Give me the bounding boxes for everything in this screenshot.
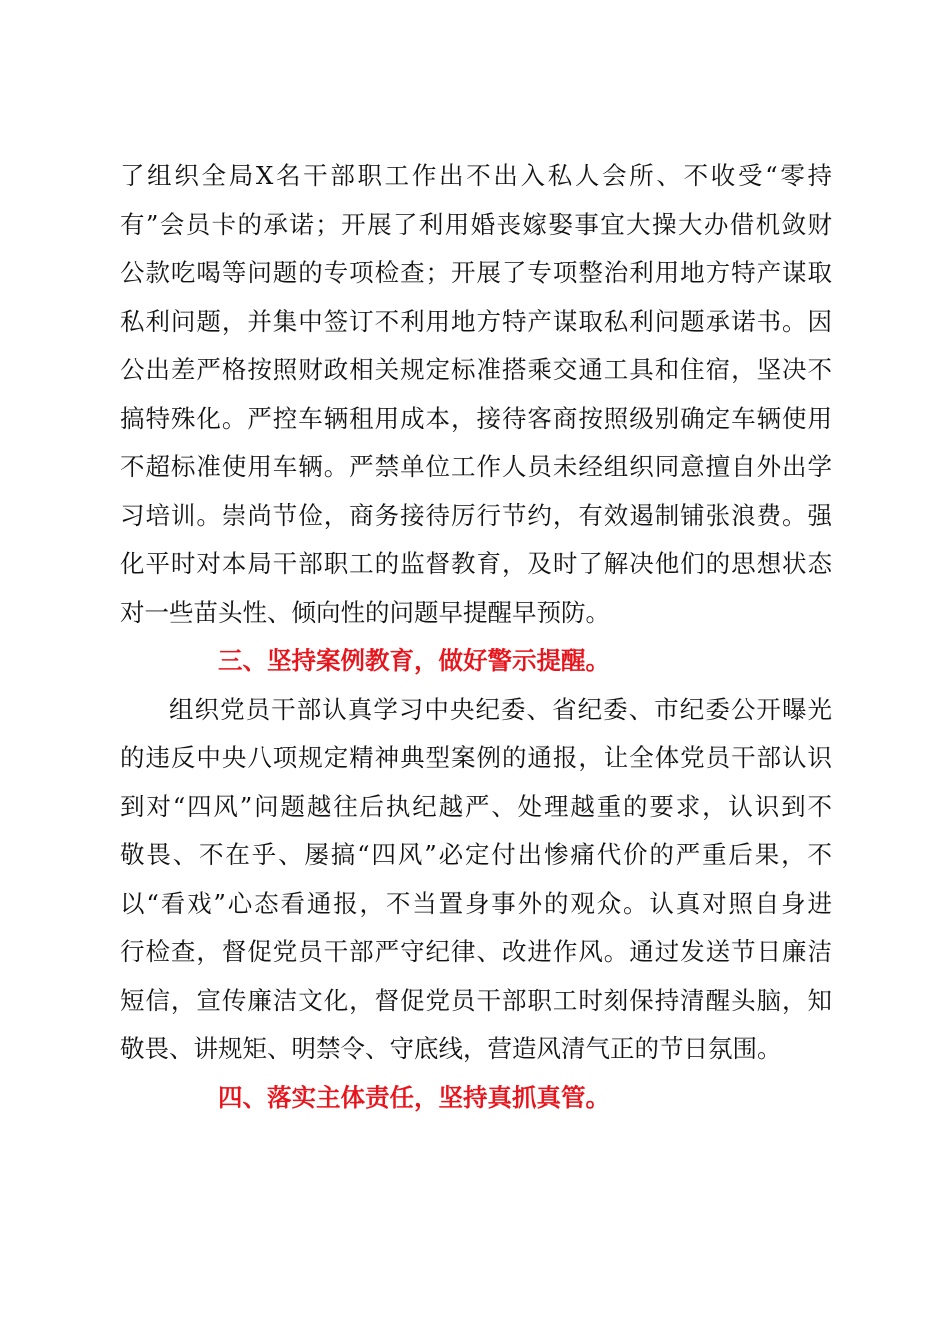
text-line: 以“看戏”心态看通报，不当置身事外的观众。认真对照自身进	[120, 888, 832, 918]
text-line: 有”会员卡的承诺；开展了利用婚丧嫁娶事宜大操大办借机敛财	[120, 209, 832, 239]
text-line: 敬畏、讲规矩、明禁令、守底线，营造风清气正的节日氛围。	[120, 1034, 782, 1063]
text-line: 行检查，督促党员干部严守纪律、改进作风。通过发送节日廉洁	[120, 937, 832, 966]
text-line: 了组织全局X名干部职工作出不出入私人会所、不收受“零持	[120, 161, 832, 190]
section-heading-4: 四、落实主体责任，坚持真抓真管。	[218, 1082, 610, 1112]
text-line: 习培训。崇尚节俭，商务接待厉行节约，有效遏制铺张浪费。强	[120, 500, 832, 530]
text-line: 短信，宣传廉洁文化，督促党员干部职工时刻保持清醒头脑，知	[120, 985, 832, 1015]
text-line: 对一些苗头性、倾向性的问题早提醒早预防。	[120, 597, 610, 627]
text-line: 化平时对本局干部职工的监督教育，及时了解决他们的思想状态	[120, 549, 832, 578]
text-line: 公款吃喝等问题的专项检查；开展了专项整治利用地方特产谋取	[120, 258, 832, 287]
text-line: 的违反中央八项规定精神典型案例的通报，让全体党员干部认识	[120, 743, 832, 772]
text-line: 私利问题，并集中签订不利用地方特产谋取私利问题承诺书。因	[120, 306, 832, 336]
text-line: 组织党员干部认真学习中央纪委、省纪委、市纪委公开曝光	[169, 694, 832, 724]
paragraph-1	[120, 152, 832, 637]
paragraph-2	[120, 686, 832, 1074]
section-heading-3: 三、坚持案例教育，做好警示提醒。	[218, 646, 610, 675]
document-body	[120, 152, 832, 1122]
text-line: 敬畏、不在乎、屡搞“四风”必定付出惨痛代价的严重后果，不	[120, 840, 832, 869]
text-line: 搞特殊化。严控车辆租用成本，接待客商按照级别确定车辆使用	[120, 403, 832, 433]
text-line: 到对“四风”问题越往后执纪越严、处理越重的要求，认识到不	[120, 791, 832, 821]
text-line: 不超标准使用车辆。严禁单位工作人员未经组织同意擅自外出学	[120, 452, 832, 481]
text-line: 公出差严格按照财政相关规定标准搭乘交通工具和住宿，坚决不	[120, 355, 832, 384]
